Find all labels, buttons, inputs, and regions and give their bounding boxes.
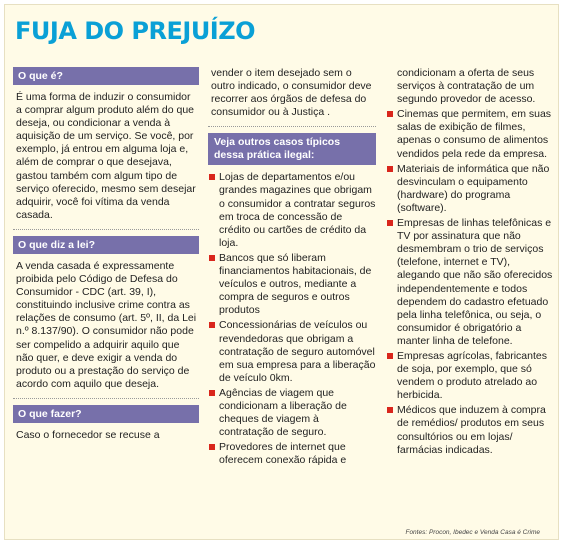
column-3	[386, 67, 556, 459]
list-item: Lojas de departamentos e/ou grandes magazines que obrigam o consumidor a contratar seguros em troca de concessão de crédito ou cartões de crédito da loja.	[208, 171, 376, 250]
list-item: Médicos que induzem à compra de remédios/ produtos em seus consultórios ou em lojas/ farmácias indicadas.	[386, 404, 556, 456]
section-text-o-que-fazer: Caso o fornecedor se recuse a	[16, 428, 160, 441]
list-item: Bancos que só liberam financiamentos habitacionais, de veículos e outros, mediante a compra de seguros e outros produtos	[208, 252, 376, 317]
list-item: Empresas agrícolas, fabricantes de soja, por exemplo, que só vendem o produto atrelado ao herbicida.	[386, 350, 556, 402]
column-1	[13, 67, 199, 442]
sources-caption: Fontes: Procon, Ibedec e Venda Casa é Crime	[405, 529, 540, 536]
red-square-bullet-icon	[209, 444, 215, 450]
section-heading-o-que-diz-a-lei: O que diz a lei?	[13, 236, 199, 254]
red-square-bullet-icon	[387, 407, 393, 413]
section-text-o-que-diz-a-lei: A venda casada é expressamente proibida pelo Código de Defesa do Consumidor - CDC (art. 39, I), constituindo inclusive crime contra as relações de consumo (art. 5º, II, da Lei n.º 8.137/90). O consumidor não pode ser compelido a adquirir aquilo que não quer, e deve exigir a venda do produto ou a prestação do serviço de acordo com aquilo que deseja.	[16, 259, 197, 390]
red-square-bullet-icon	[387, 353, 393, 359]
red-square-bullet-icon	[209, 322, 215, 328]
red-square-bullet-icon	[387, 111, 393, 117]
divider	[13, 398, 199, 399]
infographic-panel	[4, 4, 559, 540]
section-heading-o-que-e: O que é?	[13, 67, 199, 85]
divider	[208, 126, 376, 127]
page-title: FUJA DO PREJUÍZO	[15, 17, 256, 45]
divider	[13, 229, 199, 230]
list-item: Concessionárias de veículos ou revendedoras que obrigam a contratação de seguro automóvel em sua empresa para a liberação de veículo 0km.	[208, 319, 376, 384]
red-square-bullet-icon	[387, 220, 393, 226]
list-item: Provedores de internet que oferecem conexão rápida e	[208, 441, 376, 467]
red-square-bullet-icon	[209, 174, 215, 180]
continued-text: vender o item desejado sem o outro indicado, o consumidor deve recorrer aos órgãos de defesa do consumidor ou à Justiça .	[211, 67, 372, 119]
list-item: Empresas de linhas telefônicas e TV por assinatura que não desmembram o trio de serviços (telefone, internet e TV), alegando que não são oferecidos independentemente e todos dependem do cadastro efetuado pela linha telefônica, ou seja, o consumidor é obrigatório a manter linha de telefone.	[386, 217, 556, 348]
red-square-bullet-icon	[209, 255, 215, 261]
cases-list	[208, 171, 376, 467]
continued-text: condicionam a oferta de seus serviços à contratação de um segundo provedor de acesso.	[397, 67, 536, 106]
list-item: Materiais de informática que não desvinculam o equipamento (hardware) do programa (software).	[386, 163, 556, 215]
column-2	[208, 67, 376, 469]
section-text-o-que-e: É uma forma de induzir o consumidor a comprar algum produto além do que deseja, ou condicionar a venda à aquisição de um serviço. Se você, por exemplo, já entrou em alguma loja e, além de comprar o que desejava, gastou também com algum tipo de serviço oferecido, mesmo sem desejar adquirir, você foi vítima da venda casada.	[16, 91, 196, 221]
section-heading-o-que-fazer: O que fazer?	[13, 405, 199, 423]
list-item: Cinemas que permitem, em suas salas de exibição de filmes, apenas o consumo de alimentos vendidos pela rede da empresa.	[386, 108, 556, 160]
red-square-bullet-icon	[209, 390, 215, 396]
section-heading-outros-casos: Veja outros casos típicos dessa prática ilegal:	[208, 133, 376, 165]
cases-list-continued	[386, 108, 556, 456]
list-item: Agências de viagem que condicionam a liberação de cheques de viagem à contratação de seguro.	[208, 387, 376, 439]
red-square-bullet-icon	[387, 166, 393, 172]
